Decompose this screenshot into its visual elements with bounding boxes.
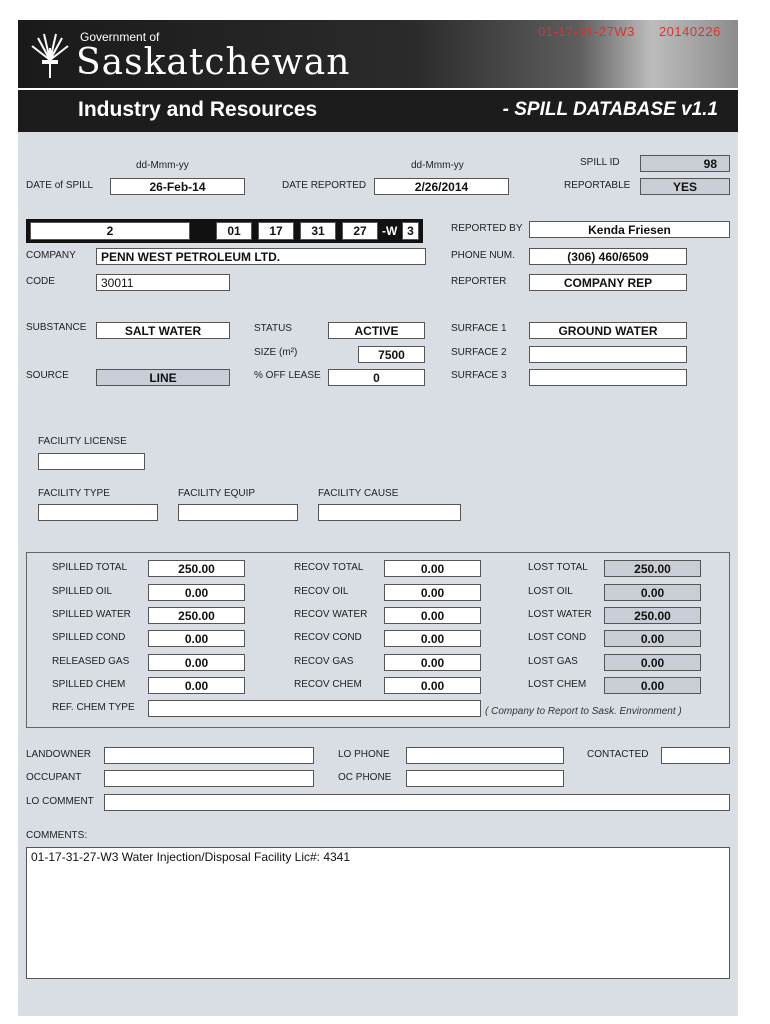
lost-gas-field[interactable]: 0.00 [604,654,701,671]
recov-chem-label: RECOV CHEM [294,679,362,690]
lsd-field[interactable]: 2 [30,222,190,240]
substance-label: SUBSTANCE [26,322,87,333]
lo-phone-field[interactable] [406,747,564,764]
recov-gas-label: RECOV GAS [294,656,354,667]
spilled-water-label: SPILLED WATER [52,609,131,620]
company-label: COMPANY [26,250,76,261]
surface-2-label: SURFACE 2 [451,347,507,358]
west-meridian-label: -W [382,224,398,238]
date-format-hint: dd-Mmm-yy [136,160,189,171]
lost-water-field[interactable]: 250.00 [604,607,701,624]
recov-cond-label: RECOV COND [294,632,362,643]
lost-chem-field[interactable]: 0.00 [604,677,701,694]
spill-id-label: SPILL ID [580,157,620,168]
facility-equip-label: FACILITY EQUIP [178,488,256,499]
stamp-location-code: 01-17-31-27W3 [538,24,635,39]
sask-environment-note: ( Company to Report to Sask. Environment ) [485,706,682,717]
surface-1-label: SURFACE 1 [451,323,507,334]
lost-cond-field[interactable]: 0.00 [604,630,701,647]
document-stamp [538,24,721,39]
recov-total-label: RECOV TOTAL [294,562,364,573]
township-field[interactable]: 17 [258,222,294,240]
date-format-hint-reported: dd-Mmm-yy [411,160,464,171]
lost-total-field[interactable]: 250.00 [604,560,701,577]
date-of-spill-field[interactable]: 26-Feb-14 [110,178,245,195]
facility-license-field[interactable] [38,453,145,470]
ministry-title: Industry and Resources [78,98,318,121]
surface-3-label: SURFACE 3 [451,370,507,381]
size-field[interactable]: 7500 [358,346,425,363]
spill-id-field[interactable]: 98 [640,155,730,172]
status-field[interactable]: ACTIVE [328,322,425,339]
oc-phone-field[interactable] [406,770,564,787]
reporter-field[interactable]: COMPANY REP [529,274,687,291]
header-subbar [18,88,738,132]
surface-3-field[interactable] [529,369,687,386]
recov-oil-label: RECOV OIL [294,586,349,597]
recov-cond-field[interactable]: 0.00 [384,630,481,647]
surface-1-field[interactable]: GROUND WATER [529,322,687,339]
phone-num-field[interactable]: (306) 460/6509 [529,248,687,265]
company-field[interactable]: PENN WEST PETROLEUM LTD. [96,248,426,265]
facility-type-field[interactable] [38,504,158,521]
lost-oil-field[interactable]: 0.00 [604,584,701,601]
facility-type-label: FACILITY TYPE [38,488,110,499]
reported-by-field[interactable]: Kenda Friesen [529,221,730,238]
spilled-cond-label: SPILLED COND [52,632,126,643]
recov-water-field[interactable]: 0.00 [384,607,481,624]
off-lease-field[interactable]: 0 [328,369,425,386]
range-field[interactable]: 31 [300,222,336,240]
recov-gas-field[interactable]: 0.00 [384,654,481,671]
lost-cond-label: LOST COND [528,632,587,643]
wheat-sheaf-icon [30,30,70,80]
reportable-label: REPORTABLE [564,180,631,191]
source-field[interactable]: LINE [96,369,230,386]
land-location-bar [26,219,423,243]
released-gas-label: RELEASED GAS [52,656,130,667]
stamp-date: 20140226 [658,24,721,39]
spilled-water-field[interactable]: 250.00 [148,607,245,624]
spilled-oil-field[interactable]: 0.00 [148,584,245,601]
landowner-label: LANDOWNER [26,749,92,760]
landowner-field[interactable] [104,747,314,764]
contacted-field[interactable] [661,747,730,764]
recov-water-label: RECOV WATER [294,609,368,620]
recov-total-field[interactable]: 0.00 [384,560,481,577]
spilled-total-field[interactable]: 250.00 [148,560,245,577]
spilled-chem-field[interactable]: 0.00 [148,677,245,694]
source-label: SOURCE [26,370,69,381]
status-label: STATUS [254,323,292,334]
date-reported-field[interactable]: 2/26/2014 [374,178,509,195]
recov-chem-field[interactable]: 0.00 [384,677,481,694]
substance-field[interactable]: SALT WATER [96,322,230,339]
code-field[interactable]: 30011 [96,274,230,291]
occupant-label: OCCUPANT [26,772,82,783]
spilled-cond-field[interactable]: 0.00 [148,630,245,647]
facility-cause-field[interactable] [318,504,461,521]
date-reported-label: DATE REPORTED [282,180,367,191]
lost-gas-label: LOST GAS [528,656,578,667]
code-label: CODE [26,276,55,287]
spilled-total-label: SPILLED TOTAL [52,562,128,573]
lo-phone-label: LO PHONE [338,749,390,760]
surface-2-field[interactable] [529,346,687,363]
comments-field[interactable]: 01-17-31-27-W3 Water Injection/Disposal Facility Lic#: 4341 [26,847,730,979]
lo-comment-field[interactable] [104,794,730,811]
off-lease-label: % OFF LEASE [254,370,321,381]
lost-water-label: LOST WATER [528,609,592,620]
spilled-chem-label: SPILLED CHEM [52,679,126,690]
date-of-spill-label: DATE of SPILL [26,180,94,191]
lost-oil-label: LOST OIL [528,586,573,597]
recov-oil-field[interactable]: 0.00 [384,584,481,601]
facility-license-label: FACILITY LICENSE [38,436,127,447]
released-gas-field[interactable]: 0.00 [148,654,245,671]
meridian-field[interactable]: 3 [402,222,419,240]
facility-equip-field[interactable] [178,504,298,521]
lost-total-label: LOST TOTAL [528,562,588,573]
lo-comment-label: LO COMMENT [26,796,94,807]
spill-form-page [18,20,738,1016]
ref-chem-type-label: REF. CHEM TYPE [52,702,135,713]
lost-chem-label: LOST CHEM [528,679,587,690]
spilled-oil-label: SPILLED OIL [52,586,113,597]
size-label: SIZE (m²) [254,347,298,358]
range-two-field[interactable]: 27 [342,222,378,240]
phone-num-label: PHONE NUM. [451,250,515,261]
database-title: - SPILL DATABASE v1.1 [502,99,718,120]
reported-by-label: REPORTED BY [451,223,523,234]
contacted-label: CONTACTED [587,749,649,760]
reporter-label: REPORTER [451,276,507,287]
occupant-field[interactable] [104,770,314,787]
comments-label: COMMENTS: [26,830,88,841]
saskatchewan-wordmark: Saskatchewan [76,42,351,83]
ref-chem-type-field[interactable] [148,700,481,717]
government-of-text: Government of [80,30,160,44]
oc-phone-label: OC PHONE [338,772,392,783]
facility-cause-label: FACILITY CAUSE [318,488,399,499]
reportable-field[interactable]: YES [640,178,730,195]
section-field[interactable]: 01 [216,222,252,240]
